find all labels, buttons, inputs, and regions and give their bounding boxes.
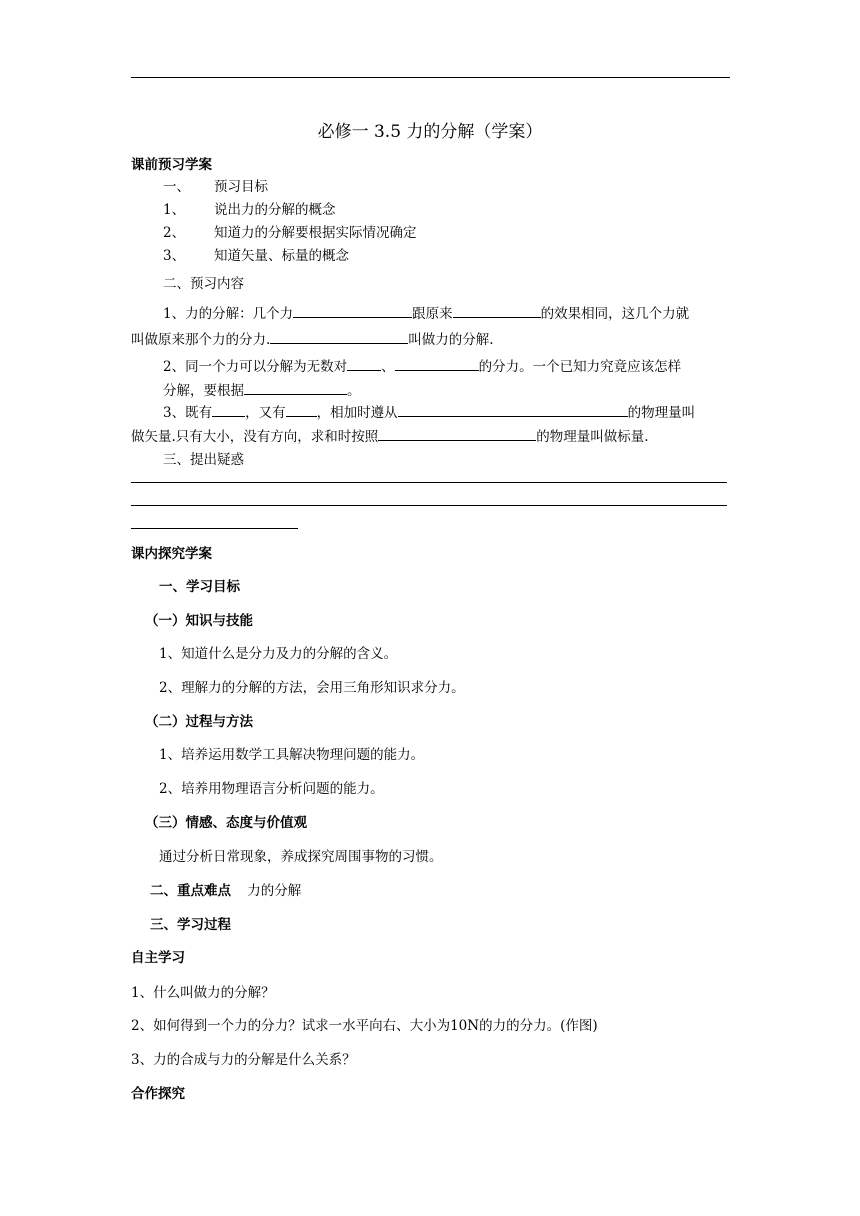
- goals-label-text: 预习目标: [214, 179, 268, 195]
- blank-q2-1[interactable]: [347, 358, 381, 371]
- key-points-text: 力的分解: [247, 883, 302, 899]
- self-study-q3: 3、力的合成与力的分解是什么关系？: [131, 1052, 356, 1068]
- q1-text-b: 跟原来: [412, 306, 453, 322]
- q2-text-a: 2、同一个力可以分解为无数对: [163, 359, 348, 375]
- learning-process-heading: 三、学习过程: [150, 917, 231, 933]
- goal-item-3-text: 知道矢量、标量的概念: [214, 248, 349, 264]
- process-item-2: 2、培养用物理语言分析问题的能力。: [159, 781, 384, 797]
- goals-label-num: 一、: [163, 179, 190, 195]
- answer-line-2[interactable]: [131, 505, 727, 506]
- answer-line-1[interactable]: [131, 482, 727, 483]
- goal-item-2-text: 知道力的分解要根据实际情况确定: [214, 225, 417, 241]
- q1-text-a: 1、力的分解：几个力: [163, 306, 294, 322]
- goal-item-1-num: 1、: [163, 202, 186, 218]
- q2-text-d: 分解，要根据: [163, 383, 244, 399]
- raise-doubts-heading: 三、提出疑惑: [163, 452, 244, 468]
- knowledge-item-2: 2、理解力的分解的方法，会用三角形知识求分力。: [159, 680, 465, 696]
- header-rule: [131, 77, 730, 78]
- q1-text-c: 的效果相同，这几个力就: [540, 306, 690, 322]
- learning-goals-heading: 一、学习目标: [159, 579, 240, 595]
- blank-q3-3[interactable]: [398, 404, 628, 417]
- knowledge-skills-heading: （一）知识与技能: [145, 613, 253, 629]
- blank-q2-3[interactable]: [244, 382, 347, 395]
- key-points-label: 二、重点难点: [150, 883, 231, 899]
- self-study-q1: 1、什么叫做力的分解？: [131, 985, 275, 1001]
- q3-text-c: ，相加时遵从: [316, 405, 398, 421]
- q2-text-c: 的分力。一个已知力究竟应该怎样: [478, 359, 682, 375]
- q1-text-d: 叫做原来那个力的分力.: [131, 332, 271, 348]
- process-method-heading: （二）过程与方法: [145, 714, 253, 730]
- pre-study-heading: 课前预习学案: [131, 157, 212, 173]
- fill-q2-line1: [163, 355, 681, 375]
- q3-text-f: 的物理量叫做标量.: [536, 429, 649, 445]
- fill-q2-line2: [163, 379, 361, 399]
- fill-q1-line2: [131, 328, 494, 348]
- attitude-item-1: 通过分析日常现象，养成探究周围事物的习惯。: [159, 849, 443, 865]
- process-item-1: 1、培养运用数学工具解决物理问题的能力。: [159, 747, 425, 763]
- q3-text-e: 做矢量.只有大小，没有方向，求和时按照: [131, 429, 379, 445]
- attitude-values-heading: （三）情感、态度与价值观: [145, 815, 307, 831]
- knowledge-item-1: 1、知道什么是分力及力的分解的含义。: [159, 646, 398, 662]
- self-study-heading: 自主学习: [131, 950, 185, 966]
- q3-text-d: 的物理量叫: [627, 405, 696, 421]
- q3-text-b: ，又有: [245, 405, 286, 421]
- page-title: 必修一 3.5 力的分解（学案）: [317, 122, 543, 142]
- cooperative-heading: 合作探究: [131, 1086, 185, 1102]
- q2-text-b: 、: [381, 359, 395, 375]
- q2-text-e: 。: [347, 383, 361, 399]
- blank-q3-2[interactable]: [286, 404, 317, 417]
- goal-item-1-text: 说出力的分解的概念: [214, 202, 336, 218]
- preview-content-heading: 二、预习内容: [163, 276, 244, 292]
- blank-q3-1[interactable]: [212, 404, 245, 417]
- blank-q1-1[interactable]: [293, 305, 412, 318]
- q1-text-e: 叫做力的分解.: [408, 332, 494, 348]
- blank-q1-3[interactable]: [270, 331, 408, 344]
- fill-q3-line1: [163, 401, 695, 421]
- answer-line-3[interactable]: [131, 528, 298, 529]
- fill-q3-line2: [131, 425, 649, 445]
- blank-q1-2[interactable]: [453, 305, 541, 318]
- fill-q1-line1: [163, 302, 689, 322]
- key-points-row: [150, 879, 301, 899]
- goal-item-3-num: 3、: [163, 248, 186, 264]
- blank-q2-2[interactable]: [395, 358, 479, 371]
- in-class-heading: 课内探究学案: [131, 546, 212, 562]
- q3-text-a: 3、既有: [163, 405, 213, 421]
- blank-q3-4[interactable]: [378, 428, 536, 441]
- self-study-q2: 2、如何得到一个力的分力？试求一水平向右、大小为10N的力的分力。(作图): [131, 1018, 598, 1034]
- goal-item-2-num: 2、: [163, 225, 186, 241]
